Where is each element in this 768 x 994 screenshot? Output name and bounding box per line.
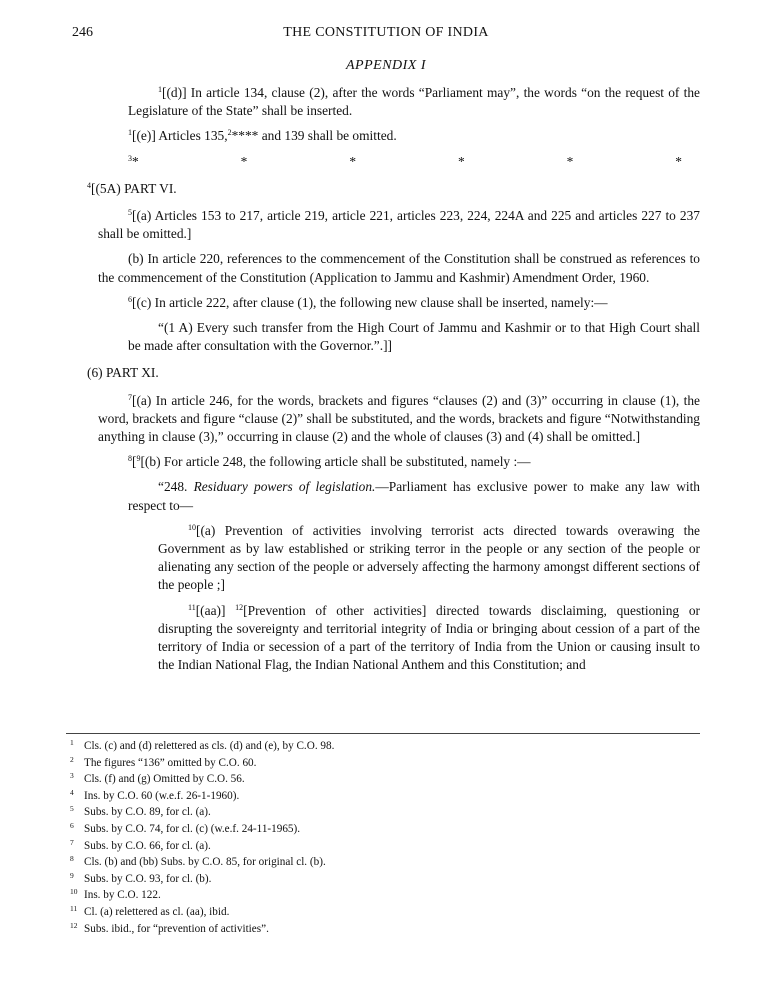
footnote-ref: 4 bbox=[87, 180, 91, 190]
star-mark: * bbox=[457, 153, 465, 169]
article-248-heading: Residuary powers of legislation. bbox=[193, 479, 376, 495]
clause-e-text: [(e)] Articles 135, bbox=[132, 128, 228, 144]
article-248-sub-aa: $^{11}$[(aa)] $^{12}$[Prevention of other activities] directed towards disclaiming, questioning or disrupting the sovereignty and territorial integrity of India or bringing about cession of a part of the territory of India or secession of a part of the territory of India from the Union or causing insult to the Indian National Flag, the Indian National Anthem and this Constitution; and bbox=[158, 602, 700, 673]
page-number: 246 bbox=[72, 25, 93, 40]
part-xi-heading: (6) PART XI. bbox=[87, 365, 159, 381]
body-text bbox=[87, 84, 700, 674]
footnote-ref: 11 bbox=[188, 602, 196, 612]
article-248-sub-a: $^{10}$[(a) Prevention of activities involving terrorist acts directed towards overawing the Government as by law established or striking terror in the people or any section of the people or alienating any section of the people or adversely affecting the harmony amongst different sections of the people ;] bbox=[158, 522, 700, 593]
footnote-number: 1 bbox=[70, 738, 74, 747]
footnote-ref: 2 bbox=[227, 128, 232, 138]
part-vi-heading: $^4$[(5A) PART VI. bbox=[87, 180, 177, 196]
footnote-ref: 3 bbox=[128, 153, 132, 163]
star-mark: * bbox=[349, 153, 357, 169]
footnote-ref: 9 bbox=[136, 454, 141, 464]
part-vi-clause-a: $^5$[(a) Articles 153 to 217, article 219, article 221, articles 223, 224, 224A and 225 and articles 227 to 237 shall be omitted.] bbox=[98, 208, 700, 242]
footnote-ref: 1 bbox=[128, 128, 132, 138]
running-title: THE CONSTITUTION OF INDIA bbox=[283, 25, 489, 40]
part-xi-clause-b: $^8$[$^9$[(b) For article 248, the following article shall be substituted, namely :— bbox=[128, 454, 531, 470]
footnote: 11 Cl. (a) relettered as cl. (aa), ibid. bbox=[70, 904, 690, 921]
star-mark: * bbox=[240, 153, 248, 169]
footnote-ref: 12 bbox=[235, 602, 244, 612]
footnote-number: 11 bbox=[70, 903, 78, 913]
footnote: 6 Subs. by C.O. 74, for cl. (c) (w.e.f. 24-11-1965). bbox=[70, 821, 690, 838]
footnote: 4 Ins. by C.O. 60 (w.e.f. 26-1-1960). bbox=[70, 788, 690, 805]
footnote-number: 7 bbox=[70, 837, 74, 847]
footnote-number: 3 bbox=[70, 771, 74, 781]
footnote-divider bbox=[66, 733, 700, 734]
footnote-ref: 10 bbox=[188, 522, 196, 532]
footnote: 7 Subs. by C.O. 66, for cl. (a). bbox=[70, 838, 690, 855]
footnote: 1 Cls. (c) and (d) relettered as cls. (d) and (e), by C.O. 98. bbox=[70, 738, 690, 755]
article-248-paragraph: “248. Residuary powers of legislation.—Parliament has exclusive power to make any law with respect to— bbox=[128, 479, 700, 513]
footnotes bbox=[70, 738, 690, 937]
footnote-number: 12 bbox=[70, 920, 78, 930]
footnote: 9 Subs. by C.O. 93, for cl. (b). bbox=[70, 871, 690, 888]
footnote-ref: 7 bbox=[128, 392, 132, 402]
footnote-number: 5 bbox=[70, 804, 74, 814]
omission-stars bbox=[98, 153, 700, 171]
footnote-ref: 6 bbox=[128, 294, 132, 304]
footnote: 3 Cls. (f) and (g) Omitted by C.O. 56. bbox=[70, 771, 690, 788]
footnote-number: 8 bbox=[70, 854, 74, 864]
footnote: 2 The figures “136” omitted by C.O. 60. bbox=[70, 755, 690, 772]
star-mark: $^3$* bbox=[128, 153, 139, 169]
part-xi-clause-a: $^7$[(a) In article 246, for the words, brackets and figures “clauses (2) and (3)” occurring in clause (1), the word, brackets and figure “clause (2)” shall be substituted, and the words, brackets and figure “Notwithstanding anything in clause (3),” occurring in clause (2) and the whole of clauses (3) and (4) shall be omitted.] bbox=[98, 392, 700, 445]
footnote-number: 4 bbox=[70, 787, 74, 797]
footnote-ref: 5 bbox=[128, 208, 132, 218]
part-vi-clause-b: (b) In article 220, references to the commencement of the Constitution shall be construed as references to the commencement of the Constitution (Application to Jammu and Kashmir) Amendment Order, 1960. bbox=[98, 251, 700, 285]
clause-e-text-rest: **** and 139 shall be omitted. bbox=[231, 128, 397, 144]
footnote-number: 6 bbox=[70, 820, 74, 830]
footnote: 12 Subs. ibid., for “prevention of activities”. bbox=[70, 921, 690, 938]
inserted-clause-1a: “(1 A) Every such transfer from the High Court of Jammu and Kashmir or to that High Court shall be made after consultation with the Governor.”.]] bbox=[128, 320, 700, 354]
footnote-number: 10 bbox=[70, 887, 78, 897]
footnote: 10 Ins. by C.O. 122. bbox=[70, 887, 690, 904]
clause-d-text: [(d)] In article 134, clause (2), after the words “Parliament may”, the words “on the request of the Legislature of the State” shall be inserted. bbox=[128, 85, 700, 119]
footnote-ref: 1 bbox=[158, 85, 162, 94]
running-header bbox=[72, 24, 700, 44]
clause-d-paragraph bbox=[98, 84, 700, 120]
appendix-heading: APPENDIX I bbox=[345, 58, 427, 73]
star-mark: * bbox=[675, 153, 682, 169]
clause-e-paragraph bbox=[98, 127, 700, 145]
footnote-ref: 8 bbox=[128, 454, 132, 464]
part-vi-clause-c: $^6$[(c) In article 222, after clause (1), the following new clause shall be inserted, namely:— bbox=[128, 294, 608, 310]
footnote-number: 9 bbox=[70, 870, 74, 880]
footnote: 5 Subs. by C.O. 89, for cl. (a). bbox=[70, 804, 690, 821]
footnote: 8 Cls. (b) and (bb) Subs. by C.O. 85, for original cl. (b). bbox=[70, 854, 690, 871]
star-mark: * bbox=[566, 153, 574, 169]
footnote-number: 2 bbox=[70, 754, 74, 764]
